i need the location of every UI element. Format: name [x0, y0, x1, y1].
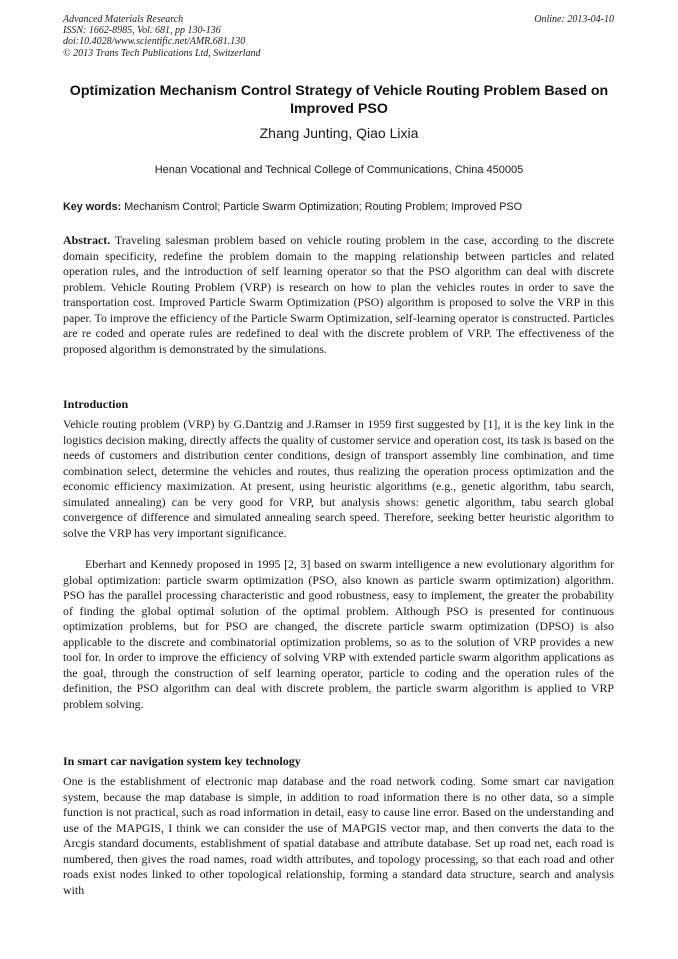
section-heading-introduction: Introduction: [63, 397, 129, 411]
copyright-line: © 2013 Trans Tech Publications Ltd, Switzerland: [63, 47, 261, 59]
keywords-label: Key words:: [63, 201, 122, 213]
issn-line: ISSN: 1662-8985, Vol. 681, pp 130-136: [63, 25, 221, 37]
paper-title: Optimization Mechanism Control Strategy of Vehicle Routing Problem Based on Improved PSO: [69, 83, 609, 117]
keywords-text: Mechanism Control; Particle Swarm Optimization; Routing Problem; Improved PSO: [124, 201, 523, 213]
navigation-paragraph-1: One is the establishment of electronic map database and the road network coding. Some smart car navigation system, because the map database is simple, in addition to road information there is no other data, so a simple function is not practical, such as road information in detail, easy to cause line error. Based on the understanding and use of the MAPGIS, I think we can consider the use of MAPGIS vector map, and then converts the data to the Arcgis standard documents, establishment of spatial database and attribute database. Set up road net, each road is numbered, then gives the road names, road width attributes, and topology processing, so that each road and other roads exist nodes linked to other topological relationship, forming a standard data structure, search and analysis with: [63, 774, 614, 897]
abstract-label: Abstract.: [63, 233, 111, 247]
abstract: [63, 233, 614, 357]
online-date: Online: 2013-04-10: [534, 14, 614, 25]
doi-line: doi:10.4028/www.scientific.net/AMR.681.130: [63, 36, 246, 48]
section-heading-navigation: In smart car navigation system key technology: [63, 754, 301, 768]
abstract-text: Traveling salesman problem based on vehicle routing problem in the case, according to the discrete domain specificity, redefine the problem domain to the mapping relationship between particles and related operation rules, and the introduction of self learning operator so that the PSO algorithm can deal with discrete problem. Vehicle Routing Problem (VRP) is research on how to plan the vehicles routes in order to save the transportation cost. Improved Particle Swarm Optimization (PSO) algorithm is proposed to solve the VRP in this paper. To improve the efficiency of the Particle Swarm Optimization, self-learning operator is constructed. Particles are re coded and operate rules are redefined to deal with the discrete problem of VRP. The effectiveness of the proposed algorithm is demonstrated by the simulations.: [63, 233, 615, 356]
keywords: [63, 200, 623, 214]
journal-header: [63, 14, 261, 59]
paper-authors: Zhang Junting, Qiao Lixia: [259, 125, 419, 141]
intro-paragraph-1: Vehicle routing problem (VRP) by G.Dantzig and J.Ramser in 1959 first suggested by [1], it is the key link in the logistics decision making, directly affects the quality of customer service and operation cost, its task is based on the needs of customers and distribution center conditions, design of transport assembly line combination, and time combination select, determine the vehicles and routes, thus realizing the operation process optimization and the economic efficiency maximization. At present, using heuristic algorithms (e.g., genetic algorithm, tabu search, simulated annealing) can be very good for VRP, but analysis shows: genetic algorithm, tabu search global convergence of difference and simulated annealing search speed. Therefore, seeking better heuristic algorithm to solve the VRP has very important significance.: [63, 417, 614, 540]
intro-paragraph-2: Eberhart and Kennedy proposed in 1995 [2, 3] based on swarm intelligence a new evolutionary algorithm for global optimization: particle swarm optimization (PSO, also known as particle swarm optimization) algorithm. PSO has the parallel processing characteristic and good robustness, easy to implement, the greater the probability of finding the global optimal solution of the optimal problem. Although PSO is presented for continuous optimization problems, but for PSO are changed, the discrete particle swarm optimization (DPSO) is also applicable to the discrete and combinatorial optimization problems, so as to the solution of VRP provides a new tool for. In order to improve the efficiency of solving VRP with extended particle swarm algorithm applications as the goal, through the construction of self learning operator, particle to coding and the operation rules of the definition, the PSO algorithm can deal with discrete problem, the particle swarm algorithm is applied to VRP problem solving.: [63, 557, 614, 711]
journal-name: Advanced Materials Research: [63, 14, 184, 25]
paper-affiliation: Henan Vocational and Technical College of Communications, China 450005: [154, 164, 524, 176]
